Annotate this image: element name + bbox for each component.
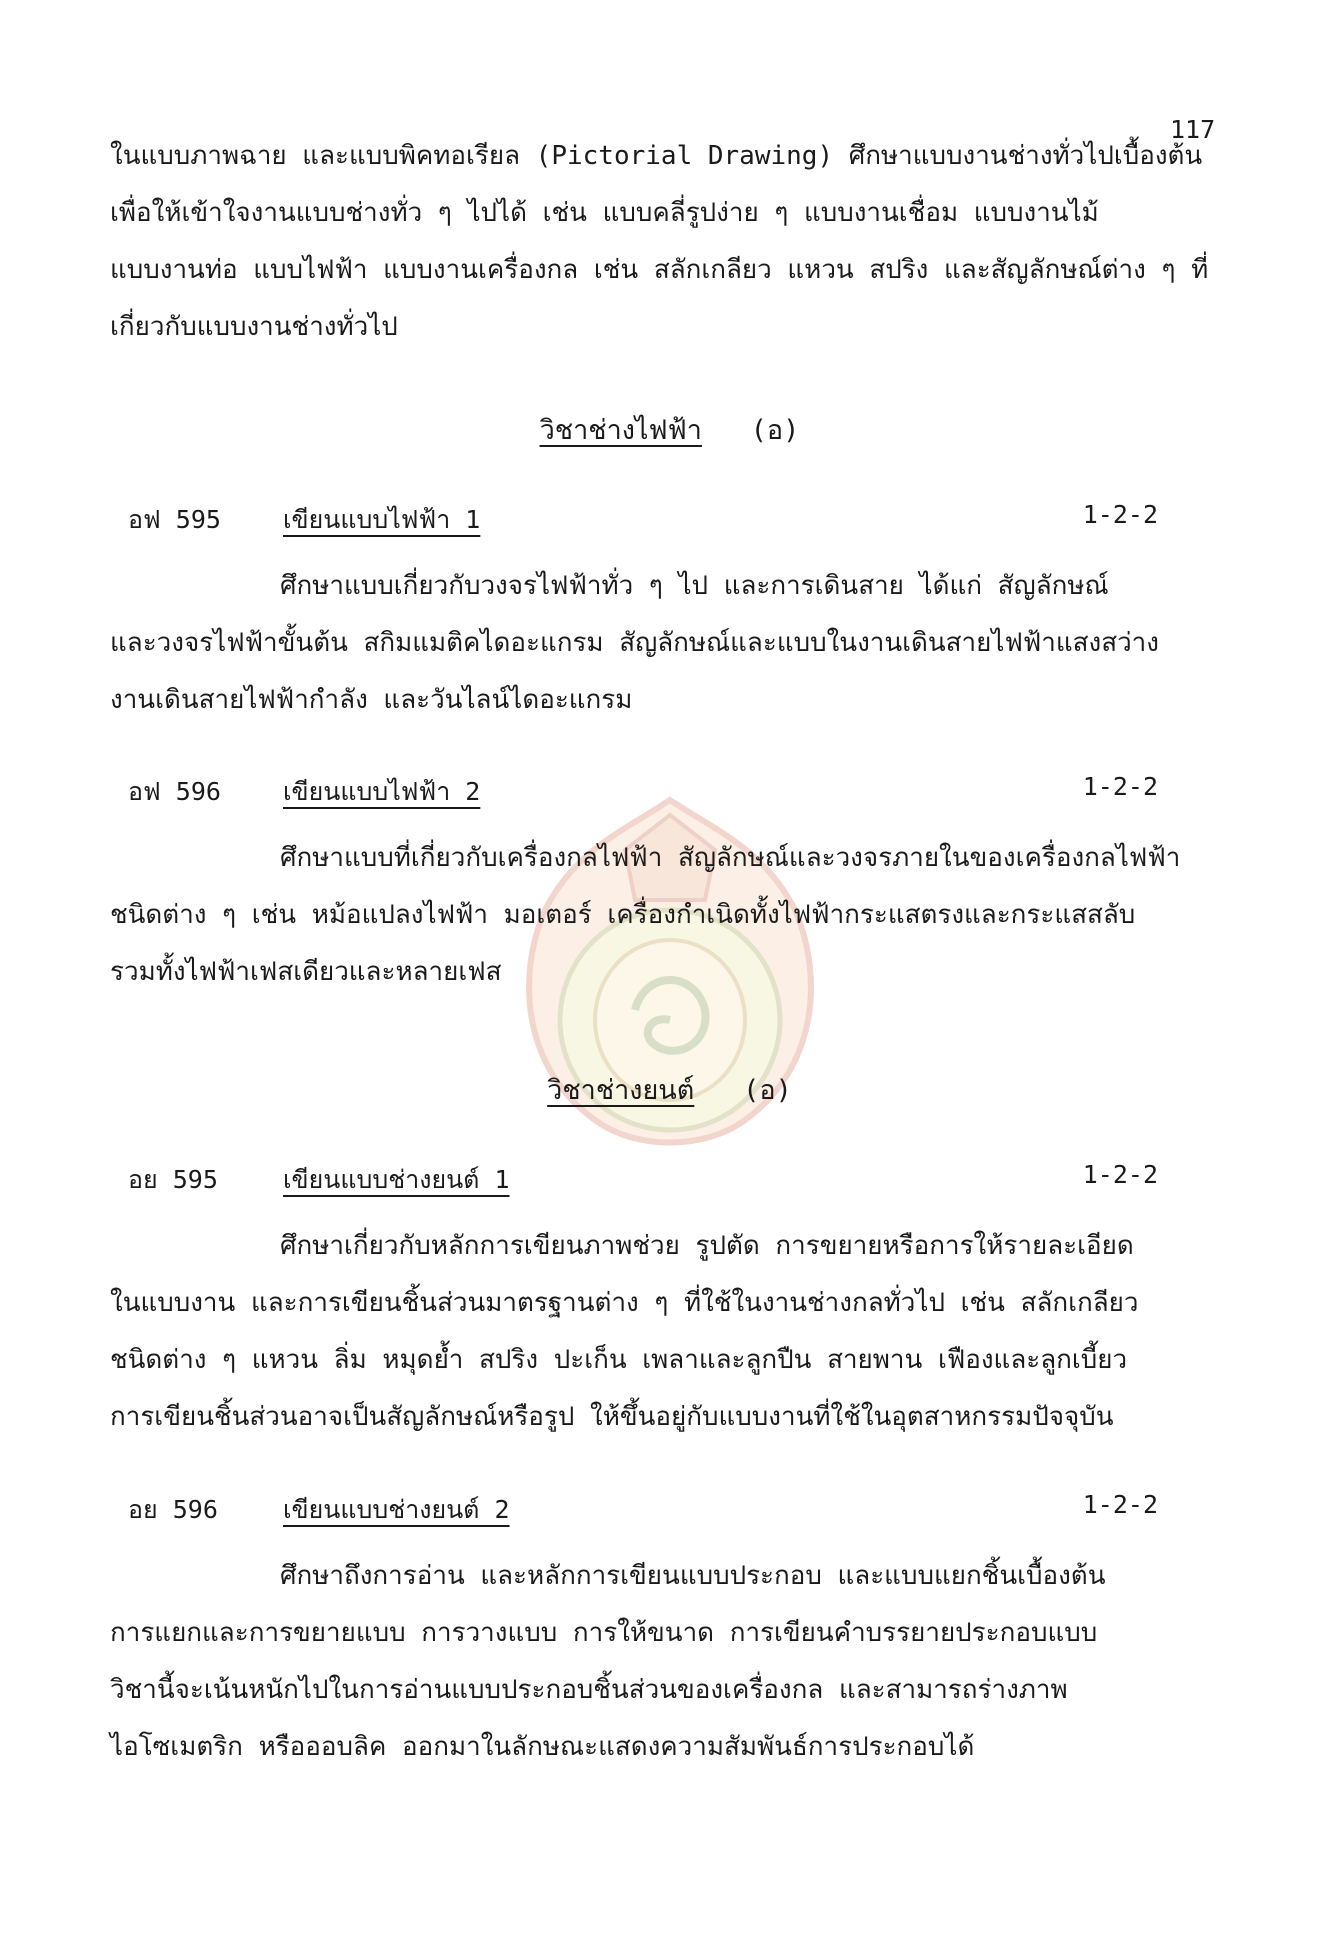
description-line: ไอโซเมตริก หรือออบลิค ออกมาในลักษณะแสดงความสัมพันธ์การประกอบได้ [110,1732,975,1762]
section-heading-electrical [0,408,1339,451]
description-line: ศึกษาแบบเกี่ยวกับวงจรไฟฟ้าทั่ว ๆ ไป และการเดินสาย ได้แก่ สัญลักษณ์ [280,571,1109,601]
description-line: รวมทั้งไฟฟ้าเฟสเดียวและหลายเฟส [110,957,502,987]
course-code: อฟ 596 [128,777,221,806]
course-code: อฟ 595 [128,505,221,534]
description-line: ชนิดต่าง ๆ แหวน ลิ่ม หมุดย้ำ สปริง ปะเก็น เพลาและลูกปืน สายพาน เฟืองและลูกเบี้ยว [110,1345,1128,1375]
course-credits: 1-2-2 [1082,1490,1158,1519]
description-line: ศึกษาถึงการอ่าน และหลักการเขียนแบบประกอบ และแบบแยกชิ้นเบื้องต้น [280,1561,1106,1591]
description-line: การแยกและการขยายแบบ การวางแบบ การให้ขนาด การเขียนคำบรรยายประกอบแบบ [110,1618,1098,1648]
course-description [110,1548,1240,1776]
intro-paragraph [110,128,1240,356]
course-code: อย 595 [128,1165,218,1194]
course-title: เขียนแบบช่างยนต์ 2 [283,1495,510,1524]
course-header [128,500,1158,540]
description-line: ในแบบงาน และการเขียนชิ้นส่วนมาตรฐานต่าง ๆ ที่ใช้ในงานช่างกลทั่วไป เช่น สลักเกลียว [110,1288,1139,1318]
section-tag: (อ) [750,415,800,446]
course-header [128,1490,1158,1530]
course-title: เขียนแบบไฟฟ้า 1 [283,505,481,534]
description-line: งานเดินสายไฟฟ้ากำลัง และวันไลน์ไดอะแกรม [110,685,633,715]
course-title: เขียนแบบไฟฟ้า 2 [283,777,481,806]
description-line: การเขียนชิ้นส่วนอาจเป็นสัญลักษณ์หรือรูป ให้ขึ้นอยู่กับแบบงานที่ใช้ในอุตสาหกรรมปัจจุบัน [110,1402,1114,1432]
intro-line: ในแบบภาพฉาย และแบบพิคทอเรียล (Pictorial Drawing) ศึกษาแบบงานช่างทั่วไปเบื้องต้น [110,141,1203,171]
page-number: 117 [1170,115,1216,144]
section-title: วิชาช่างยนต์ [547,1075,695,1106]
description-line: ศึกษาเกี่ยวกับหลักการเขียนภาพช่วย รูปตัด การขยายหรือการให้รายละเอียด [280,1231,1134,1261]
section-tag: (อ) [743,1075,792,1106]
course-code: อย 596 [128,1495,218,1524]
course-credits: 1-2-2 [1082,500,1158,529]
course-description [110,1218,1240,1446]
description-line: และวงจรไฟฟ้าขั้นต้น สกิมแมติคไดอะแกรม สัญลักษณ์และแบบในงานเดินสายไฟฟ้าแสงสว่าง [110,628,1159,658]
intro-line: แบบงานท่อ แบบไฟฟ้า แบบงานเครื่องกล เช่น สลักเกลียว แหวน สปริง และสัญลักษณ์ต่าง ๆ ที่ [110,255,1209,285]
intro-line: เพื่อให้เข้าใจงานแบบช่างทั่ว ๆ ไปได้ เช่น แบบคลี่รูปง่าย ๆ แบบงานเชื่อม แบบงานไม้ [110,198,1099,228]
course-credits: 1-2-2 [1082,772,1158,801]
description-line: ศึกษาแบบที่เกี่ยวกับเครื่องกลไฟฟ้า สัญลักษณ์และวงจรภายในของเครื่องกลไฟฟ้า [280,843,1181,873]
section-title: วิชาช่างไฟฟ้า [539,415,702,446]
intro-line: เกี่ยวกับแบบงานช่างทั่วไป [110,312,398,342]
course-credits: 1-2-2 [1082,1160,1158,1189]
course-description [110,830,1240,1001]
description-line: วิชานี้จะเน้นหนักไปในการอ่านแบบประกอบชิ้นส่วนของเครื่องกล และสามารถร่างภาพ [110,1675,1068,1705]
section-heading-automotive [0,1068,1339,1111]
course-title: เขียนแบบช่างยนต์ 1 [283,1165,510,1194]
description-line: ชนิดต่าง ๆ เช่น หม้อแปลงไฟฟ้า มอเตอร์ เครื่องกำเนิดทั้งไฟฟ้ากระแสตรงและกระแสสลับ [110,900,1136,930]
course-header [128,1160,1158,1200]
course-header [128,772,1158,812]
course-description [110,558,1240,729]
